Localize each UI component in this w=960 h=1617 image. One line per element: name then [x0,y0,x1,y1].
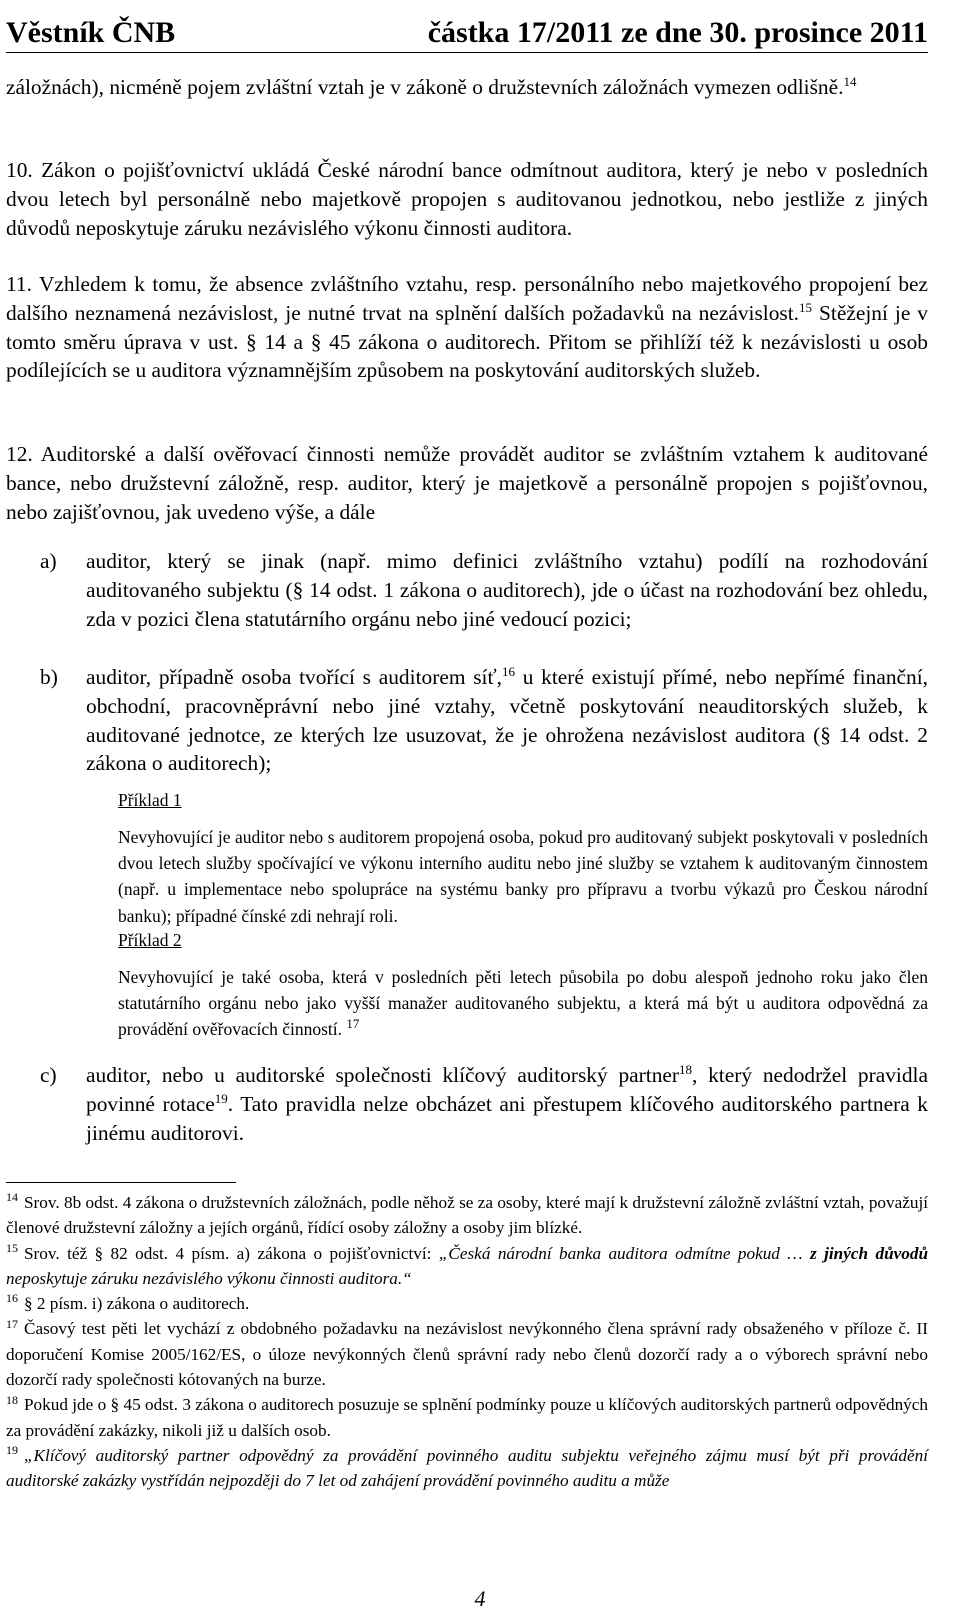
paragraph-10: 10. Zákon o pojišťovnictví ukládá České národní bance odmítnout auditora, který je nebo v posledních dvou letech byl personálně nebo majetkově propojen s auditovanou jednotkou, nebo jestliže z jiných důvodů neposkytuje záruku nezávislého výkonu činnosti auditora. [6,158,928,240]
footnote-15: $^{15}$ Srov. též § 82 odst. 4 písm. a) zákona o pojišťovnictví: „Česká národní banka auditora odmítne pokud … z jiných důvodů neposkytuje záruku nezávislého výkonu činnosti auditora.“ [6,1240,928,1288]
example-1-text: Nevyhovující je auditor nebo s auditorem propojená osoba, pokud pro auditovaný subjekt poskytovali v posledních dvou letech služby spočívající ve výkonu interního auditu nebo jiné služby se vztahem k auditovaným činnostem (např. u implementace nebo spolupráce na systému banky pro přípravu a tvorbu výkazů pro Českou národní banku); případné čínské zdi nehrají roli. [118,827,928,926]
header-rule [6,52,928,53]
footnote-ref-16[interactable]: 16 [501,663,515,679]
footnote-ref-18[interactable]: 18 [679,1061,693,1077]
footnote-ref-15[interactable]: 15 [799,299,813,315]
footnotes [6,1190,928,1494]
paragraph-continuation: záložnách), nicméně pojem zvláštní vztah je v zákoně o družstevních záložnách vymezen odlišně.$^{14}$ [6,73,857,99]
running-header [6,4,928,50]
example-2-text: Nevyhovující je také osoba, která v posledních pěti letech působila po dobu alespoň jednoho roku jako člen statutárního orgánu nebo jako vyšší manažer auditovaného subjektu, a která má být u auditora odpovědná za provádění ověřovacích činností. $^{17}$ [118,967,928,1040]
list-item-text: auditor, který se jinak (např. mimo definici zvláštního vztahu) podílí na rozhodování auditovaného subjektu (§ 14 odst. 1 zákona o auditorech), jde o účast na rozhodování bez ohledu, zda v pozici člena statutárního orgánu nebo jiné vedoucí pozici; [86,549,928,631]
footnote-16: $^{16}$ § 2 písm. i) zákona o auditorech. [6,1291,250,1314]
footnote-17: $^{17}$ Časový test pěti let vychází z obdobného požadavku na nezávislost nevýkonného člena správní rady obsaženého v příloze č. II doporučení Komise 2005/162/ES, o úloze nevýkonných členů správní rady nebo členů dozorčí rady a o výborech správní nebo dozorčí rady společnosti kótovaných na burze. [6,1316,928,1390]
paragraph-11: 11. Vzhledem k tomu, že absence zvláštního vztahu, resp. personálního nebo majetkového propojení bez dalšího neznamená nezávislost, je nutné trvat na splnění dalších požadavků na nezávislost.$^{15}$ Stěžejní je v tomto směru úprava v ust. § 14 a § 45 zákona o auditorech. Přitom se přihlíží též k nezávislosti u osob podílejících se u auditora významnějším způsobem na poskytování auditorských služeb. [6,272,928,383]
footnote-ref-19[interactable]: 19 [214,1090,228,1106]
footnote-ref-17[interactable]: 17 [346,1016,360,1032]
list-item-text: auditor, nebo u auditorské společnosti klíčový auditorský partner$^{18}$, který nedodržel pravidla povinné rotace$^{19}$. Tato pravidla nelze obcházet ani přestupem klíčového auditorského partnera k jinému auditorovi. [86,1061,928,1145]
footnote-19: $^{19}$ „Klíčový auditorský partner odpovědný za provádění povinného auditu subjektu veřejného zájmu musí být při provádění auditorské zakázky vystřídán nejpozději do 7 let od zahájení provádění povinného auditu a může [6,1443,928,1491]
example-1-title: Příklad 1 [118,790,182,810]
example-2-title: Příklad 2 [118,930,182,950]
journal-title: Věstník ČNB [6,16,176,49]
issue-date: částka 17/2011 ze dne 30. prosince 2011 [427,16,928,49]
list-marker: b) [40,665,58,689]
paragraph-12: 12. Auditorské a další ověřovací činnosti nemůže provádět auditor se zvláštním vztahem k auditované bance, nebo družstevní záložně, resp. auditor, který je majetkově a personálně propojen s pojišťovnou, nebo zajišťovnou, jak uvedeno výše, a dále [6,442,928,524]
footnote-rule [6,1182,236,1183]
list-item-text: auditor, případně osoba tvořící s auditorem síť,$^{16}$ u které existují přímé, nebo nepřímé finanční, obchodní, pracovněprávní nebo jiné vztahy, včetně poskytování neauditorských služeb, k auditované jednotce, ze kterých lze usuzovat, že je ohrožena nezávislost auditora (§ 14 odst. 2 zákona o auditorech); [86,663,928,776]
footnote-ref-14[interactable]: 14 [843,73,857,89]
footnote-14: $^{14}$ Srov. 8b odst. 4 zákona o družstevních záložnách, podle něhož se za osoby, které mají k družstevní záložně zvláštní vztah, považují členové družstevní záložny a jejích orgánů, řídící osoby záložny a osoby jim blízké. [6,1190,928,1238]
page-number: 4 [474,1586,486,1611]
list-marker: c) [40,1063,57,1087]
footnote-18: $^{18}$ Pokud jde o § 45 odst. 3 zákona o auditorech posuzuje se splnění podmínky pouze u klíčových auditorských partnerů odpovědných za provádění zakázky, nikoli již u dalších osob. [6,1392,928,1440]
list-marker: a) [40,549,57,573]
